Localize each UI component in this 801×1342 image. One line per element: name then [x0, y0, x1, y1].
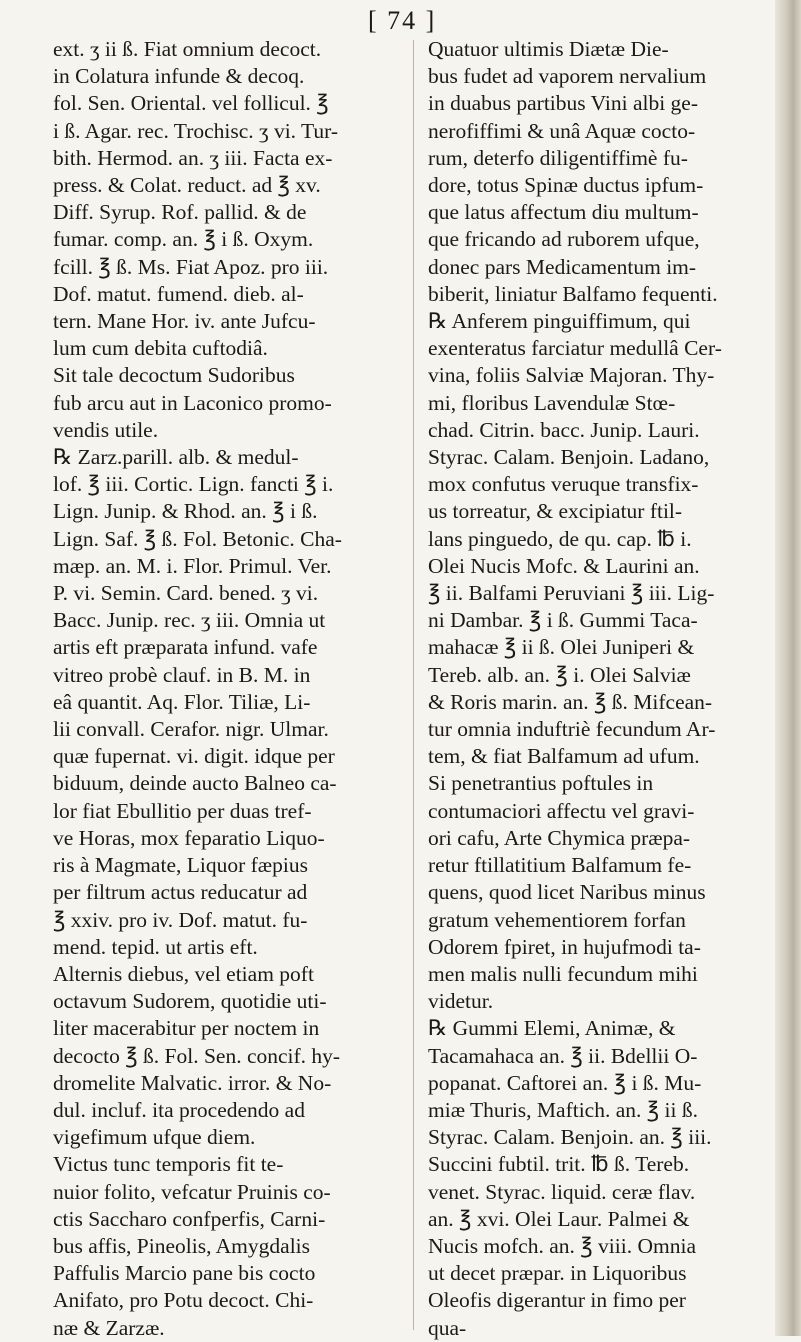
text-line: ℥ ii. Balfami Peruviani ℥ iii. Lig-: [428, 581, 715, 606]
text-line: bus affis, Pineolis, Amygdalis: [53, 1233, 311, 1258]
text-line: fumar. comp. an. ℥ i ß. Oxym.: [53, 227, 314, 252]
text-line: miæ Thuris, Maftich. an. ℥ ii ß.: [428, 1097, 698, 1122]
text-line: que latus affectum diu multum-: [428, 200, 699, 225]
text-line: ve Horas, mox feparatio Liquo-: [53, 825, 325, 850]
text-line: tur omnia induftriè fecundum Ar-: [428, 717, 716, 742]
text-line: tem, & fiat Balfamum ad ufum.: [428, 744, 700, 769]
text-line: mox confutus veruque transfix-: [428, 472, 699, 497]
text-line: chad. Citrin. bacc. Junip. Lauri.: [428, 417, 700, 442]
text-line: Diff. Syrup. Rof. pallid. & de: [53, 200, 307, 225]
text-line: venet. Styrac. liquid. ceræ flav.: [428, 1179, 696, 1204]
text-line: vigefimum ufque diem.: [53, 1125, 256, 1150]
text-line: eâ quantit. Aq. Flor. Tiliæ, Li-: [53, 689, 311, 714]
text-line: nuior folito, vefcatur Pruinis co-: [53, 1179, 331, 1204]
text-line: quens, quod licet Naribus minus: [428, 880, 706, 905]
text-line: Oleofis digerantur in fimo per: [428, 1288, 686, 1313]
text-line: ℞ Anferem pinguiffimum, qui: [428, 309, 691, 334]
text-line: Lign. Junip. & Rhod. an. ℥ i ß.: [53, 499, 318, 524]
text-line: donec pars Medicamentum im-: [428, 254, 697, 279]
text-line: exenteratus farciatur medullâ Cer-: [428, 336, 722, 361]
text-line: per filtrum actus reducatur ad: [53, 880, 308, 905]
text-line: dul. incluf. ita procedendo ad: [53, 1097, 305, 1122]
text-line: lum cum debita cuftodiâ.: [53, 336, 268, 361]
text-line: Victus tunc temporis fit te-: [53, 1152, 284, 1177]
text-line: quæ fupernat. vi. digit. idque per: [53, 744, 335, 769]
text-line: lor fiat Ebullitio per duas tref-: [53, 798, 312, 823]
text-line: artis eft præparata infund. vafe: [53, 635, 318, 660]
text-line: biberit, liniatur Balfamo fequenti.: [428, 281, 718, 306]
text-line: Paffulis Marcio pane bis cocto: [53, 1261, 316, 1286]
text-line: nerofiffimi & unâ Aquæ cocto-: [428, 118, 696, 143]
text-line: mend. tepid. ut artis eft.: [53, 934, 258, 959]
text-line: bus fudet ad vaporem nervalium: [428, 64, 707, 89]
text-line: lans pinguedo, de qu. cap. ℔ i.: [428, 526, 692, 551]
text-line: Olei Nucis Mofc. & Laurini an.: [428, 553, 700, 578]
text-line: Succini fubtil. trit. ℔ ß. Tereb.: [428, 1152, 690, 1177]
text-line: in duabus partibus Vini albi ge-: [428, 91, 699, 116]
text-line: retur ftillatitium Balfamum fe-: [428, 853, 692, 878]
text-line: ℞ Zarz.parill. alb. & medul-: [53, 445, 299, 470]
text-line: fub arcu aut in Laconico promo-: [53, 390, 332, 415]
text-line: mi, floribus Lavendulæ Stœ-: [428, 390, 676, 415]
text-line: tern. Mane Hor. iv. ante Jufcu-: [53, 309, 316, 334]
text-line: ctis Saccharo confperfis, Carni-: [53, 1206, 326, 1231]
text-line: Si penetrantius poftules in: [428, 771, 654, 796]
text-line: bith. Hermod. an. ʒ iii. Facta ex-: [53, 145, 333, 170]
text-line: qua-: [428, 1315, 467, 1340]
text-line: videtur.: [428, 989, 494, 1014]
text-line: biduum, deinde aucto Balneo ca-: [53, 771, 337, 796]
text-line: ori cafu, Arte Chymica præpa-: [428, 825, 691, 850]
text-line: us torreatur, & excipiatur ftil-: [428, 499, 683, 524]
page-edge-shadow: [775, 0, 801, 1336]
text-line: Lign. Saf. ℥ ß. Fol. Betonic. Cha-: [53, 526, 342, 551]
text-line: Odorem fpiret, in hujufmodi ta-: [428, 934, 701, 959]
text-line: lii convall. Cerafor. nigr. Ulmar.: [53, 717, 329, 742]
text-line: ℞ Gummi Elemi, Animæ, &: [428, 1016, 676, 1041]
text-line: Tereb. alb. an. ℥ i. Olei Salviæ: [428, 662, 691, 687]
text-line: gratum vehementiorem forfan: [428, 907, 686, 932]
text-line: popanat. Caftorei an. ℥ i ß. Mu-: [428, 1070, 702, 1095]
column-divider: [413, 40, 414, 1330]
text-line: & Roris marin. an. ℥ ß. Mifcean-: [428, 689, 713, 714]
text-line: an. ℥ xvi. Olei Laur. Palmei &: [428, 1206, 690, 1231]
text-line: fol. Sen. Oriental. vel follicul. ℥: [53, 91, 329, 116]
text-line: dore, totus Spinæ ductus ipfum-: [428, 173, 704, 198]
text-line: Bacc. Junip. rec. ʒ iii. Omnia ut: [53, 608, 326, 633]
text-line: vina, foliis Salviæ Majoran. Thy-: [428, 363, 715, 388]
text-line: Quatuor ultimis Diætæ Die-: [428, 37, 669, 61]
text-line: ext. ʒ ii ß. Fiat omnium decoct.: [53, 37, 322, 61]
text-line: Sit tale decoctum Sudoribus: [53, 363, 295, 388]
text-line: vendis utile.: [53, 417, 159, 442]
page-number: [ 74 ]: [368, 6, 437, 35]
text-line: contumaciori affectu vel gravi-: [428, 798, 695, 823]
text-line: fcill. ℥ ß. Ms. Fiat Apoz. pro iii.: [53, 254, 329, 279]
text-line: rum, deterfo diligentiffimè fu-: [428, 145, 688, 170]
text-line: ℥ xxiv. pro iv. Dof. matut. fu-: [53, 907, 308, 932]
text-line: Anifato, pro Potu decoct. Chi-: [53, 1288, 314, 1313]
text-line: in Colatura infunde & decoq.: [53, 64, 305, 89]
text-line: press. & Colat. reduct. ad ℥ xv.: [53, 173, 321, 198]
text-line: Tacamahaca an. ℥ ii. Bdellii O-: [428, 1043, 698, 1068]
text-line: ris à Magmate, Liquor fæpius: [53, 853, 308, 878]
text-line: mæp. an. M. i. Flor. Primul. Ver.: [53, 553, 332, 578]
text-line: que fricando ad ruborem ufque,: [428, 227, 700, 252]
text-line: lof. ℥ iii. Cortic. Lign. fancti ℥ i.: [53, 472, 334, 497]
text-line: ni Dambar. ℥ i ß. Gummi Taca-: [428, 608, 698, 633]
text-line: men malis nulli fecundum mihi: [428, 961, 698, 986]
text-line: Nucis mofch. an. ℥ viii. Omnia: [428, 1233, 696, 1258]
text-line: decocto ℥ ß. Fol. Sen. concif. hy-: [53, 1043, 341, 1068]
text-line: i ß. Agar. rec. Trochisc. ʒ vi. Tur-: [53, 118, 339, 143]
text-line: mahacæ ℥ ii ß. Olei Juniperi &: [428, 635, 695, 660]
text-line: P. vi. Semin. Card. bened. ʒ vi.: [53, 581, 319, 606]
text-line: octavum Sudorem, quotidie uti-: [53, 989, 327, 1014]
text-line: Styrac. Calam. Benjoin. an. ℥ iii.: [428, 1125, 712, 1150]
text-line: vitreo probè clauf. in B. M. in: [53, 662, 311, 687]
text-line: Dof. matut. fumend. dieb. al-: [53, 281, 304, 306]
text-line: dromelite Malvatic. irror. & No-: [53, 1070, 332, 1095]
left-text-column: [53, 36, 393, 1342]
text-line: Alternis diebus, vel etiam poft: [53, 961, 314, 986]
right-text-column: [428, 36, 773, 1342]
text-line: næ & Zarzæ.: [53, 1315, 165, 1340]
text-line: Styrac. Calam. Benjoin. Ladano,: [428, 445, 710, 470]
text-line: liter macerabitur per noctem in: [53, 1016, 320, 1041]
text-line: ut decet præpar. in Liquoribus: [428, 1261, 687, 1286]
